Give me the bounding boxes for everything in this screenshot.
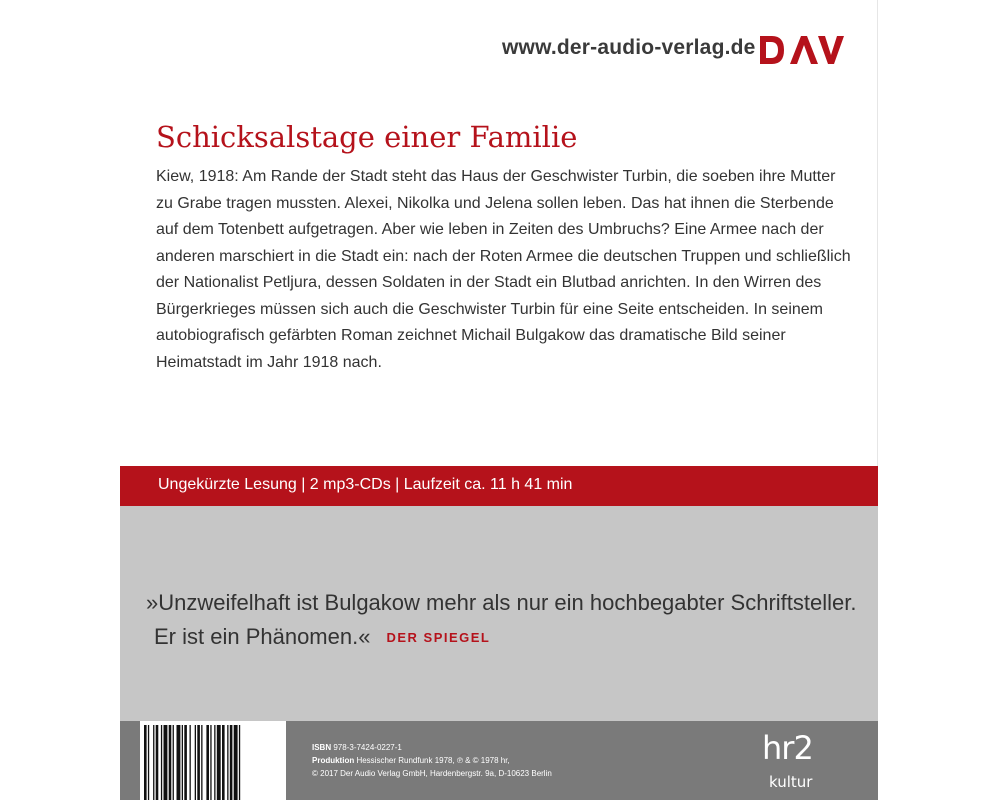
produktion-value: Hessischer Rundfunk 1978, ℗ & © 1978 hr, — [356, 756, 510, 765]
footer-panel — [120, 721, 878, 800]
hr2-logo-main: hr2 — [762, 729, 813, 767]
barcode — [140, 721, 286, 800]
quote-line-2 — [154, 624, 490, 650]
quote-line-1: »Unzweifelhaft ist Bulgakow mehr als nur ein hochbegabter Schriftsteller. — [146, 590, 857, 615]
book-title: Schicksalstage einer Familie — [156, 120, 578, 154]
isbn-line: ISBN 978-3-7424-0227-1 — [312, 743, 402, 752]
quote-source: DER SPIEGEL — [386, 630, 491, 645]
product-info-band — [120, 466, 878, 506]
cd-back-cover — [120, 0, 878, 800]
quote-line-2-text: Er ist ein Phänomen.« — [154, 624, 371, 649]
hr2-kultur-logo — [748, 729, 818, 795]
copyright-line: © 2017 Der Audio Verlag GmbH, Hardenbergstr. 9a, D-10623 Berlin — [312, 769, 552, 778]
footer-legal-text — [312, 741, 552, 780]
dav-logo — [760, 36, 844, 64]
product-info-text: Ungekürzte Lesung | 2 mp3-CDs | Laufzeit ca. 11 h 41 min — [158, 476, 573, 493]
produktion-line: Produktion Hessischer Rundfunk 1978, ℗ & © 1978 hr, — [312, 756, 510, 765]
isbn-value: 978-3-7424-0227-1 — [333, 743, 402, 752]
book-description: Kiew, 1918: Am Rande der Stadt steht das Haus der Geschwister Turbin, die soeben ihre Mutter zu Grabe tragen mussten. Alexei, Nikolka und Jelena sollen leben. Das hat ihnen die Sterbende auf dem Totenbett aufgetragen. Aber wie leben in Zeiten des Umbruchs? Eine Armee nach der anderen marschiert in die Stadt ein: nach der Roten Armee die deutschen Truppen und schließlich der Nationalist Petljura, dessen Soldaten in der Stadt ein Blutbad anrichten. In den Wirren des Bürgerkrieges müssen sich auch die Geschwister Turbin für eine Seite entscheiden. In seinem autobiografisch gefärbten Roman zeichnet Michail Bulgakow das dramatische Bild seiner Heimatstadt im Jahr 1918 nach. — [156, 168, 851, 371]
publisher-url[interactable]: www.der-audio-verlag.de — [502, 36, 756, 59]
review-quote-panel — [120, 506, 878, 721]
hr2-logo-sub: kultur — [769, 773, 813, 791]
